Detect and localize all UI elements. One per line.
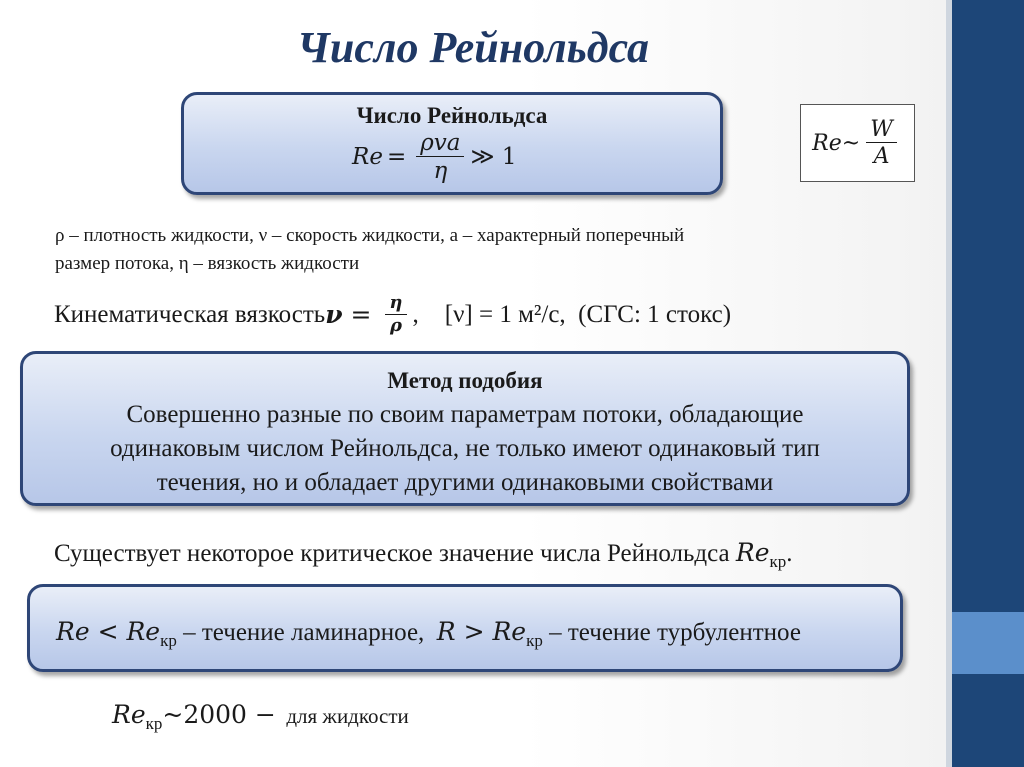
similarity-line-1: Совершенно разные по своим параметрам потоки, обладающие [126,401,804,428]
turbulent-sub: кр [526,631,543,650]
liquid-symbol: Re [112,700,146,729]
critical-value-line [54,538,793,572]
laminar-condition: Re < Re [56,617,161,646]
critical-text: Существует некоторое критическое значение числа Рейнольдса [54,540,736,567]
kinematic-units: [ν] = 1 м²/с, (СГС: 1 стокс) [444,300,732,328]
kinematic-comma: , [412,300,419,328]
liquid-sub: кр [145,714,163,733]
similarity-heading: Метод подобия [387,368,543,393]
similarity-line-2: одинаковым числом Рейнольдса, не только имеют одинаковый тип [110,435,820,462]
laminar-text: – течение ламинарное, [176,619,437,646]
turbulent-condition: R > Re [436,617,527,646]
reynolds-box-heading: Число Рейнольдса [356,103,548,128]
re-ratio-denominator: A [873,144,890,169]
kinematic-eq: = [342,300,380,330]
formula-lhs: Re [352,144,383,171]
similarity-body [23,398,907,500]
formula-fraction [416,131,464,183]
kinematic-label: Кинематическая вязкость [54,300,326,328]
right-accent-block [952,612,1024,674]
kinematic-numerator: η [385,294,406,315]
kinematic-viscosity-line [54,294,731,336]
formula-numerator: ρva [416,131,464,157]
liquid-text: для жидкости [275,704,409,728]
re-ratio-numerator: W [866,118,897,143]
critical-symbol: Re [735,538,770,567]
kinematic-fraction [385,294,406,336]
re-ratio-lhs: Re~ [812,130,861,156]
formula-eq: = [386,144,407,171]
similarity-line-3: течения, но и обладает другими одинаковыми свойствами [156,469,774,496]
flow-regime-content [56,617,801,651]
variables-description [55,222,855,278]
critical-sub: кр [769,552,787,571]
description-line-1: ρ – плотность жидкости, ν – скорость жидкости, a – характерный поперечный [55,225,685,246]
description-line-2: размер потока, η – вязкость жидкости [55,253,360,274]
kinematic-denominator: ρ [389,314,402,336]
slide-title: Число Рейнольдса [296,23,650,72]
laminar-sub: кр [160,631,177,650]
flow-regime-box [27,584,903,672]
similarity-method-box [20,351,910,506]
reynolds-definition-box [181,92,723,195]
formula-rhs: ≫ 1 [470,144,517,171]
turbulent-text: – течение турбулентное [542,619,801,646]
liquid-critical-line [112,700,409,734]
re-ratio-fraction [866,118,897,168]
kinematic-symbol: ν [325,300,343,330]
formula-denominator: η [433,158,448,185]
re-ratio-box [800,104,915,182]
reynolds-formula [352,131,516,183]
liquid-value: ~2000 − [162,700,276,729]
critical-end: . [786,540,793,567]
